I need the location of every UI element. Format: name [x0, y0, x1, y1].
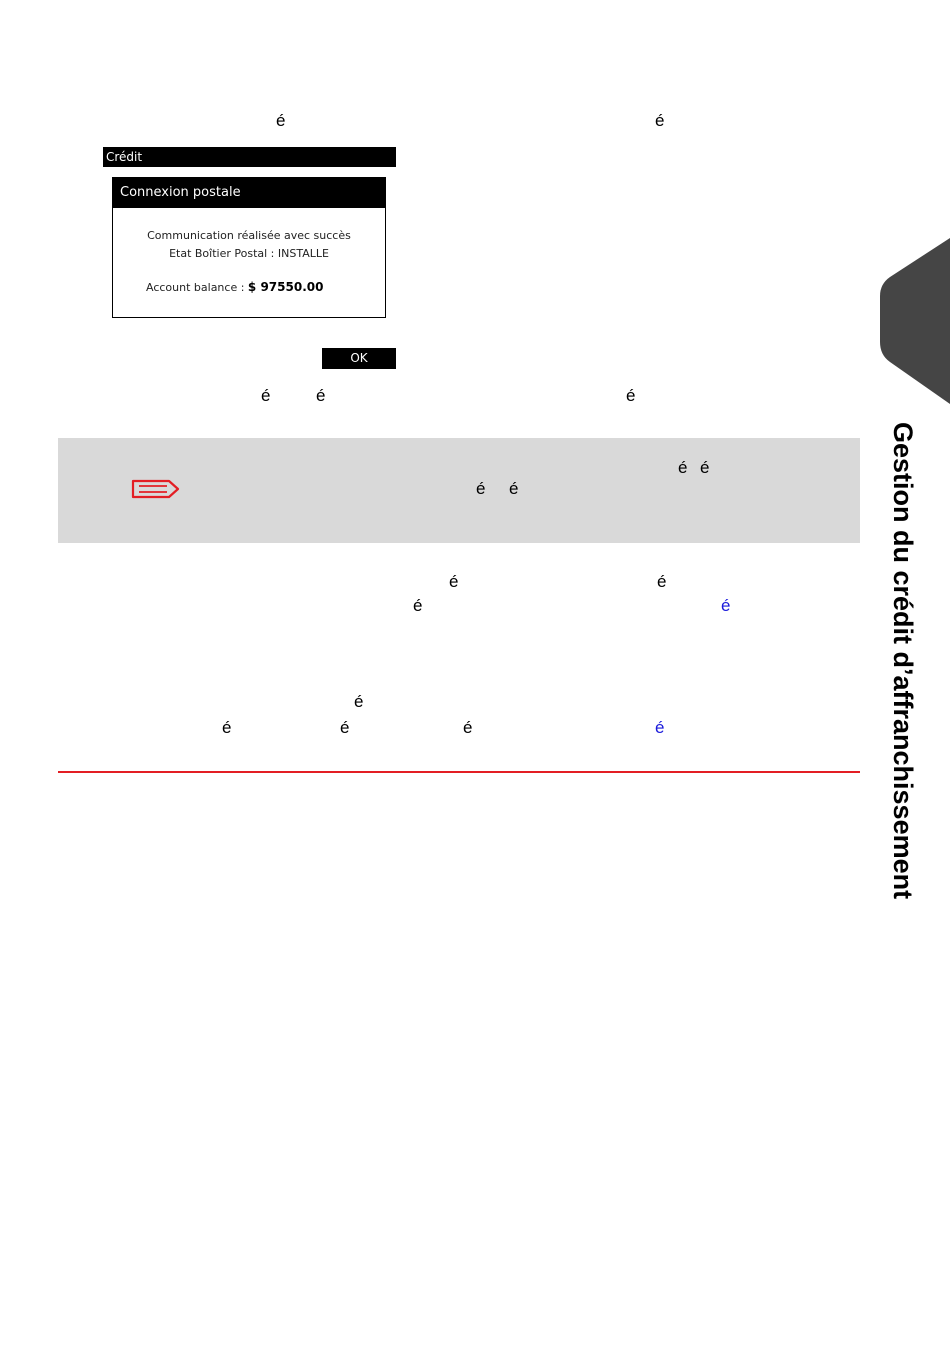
chapter-tab [880, 238, 950, 404]
dialog-title: Connexion postale [113, 178, 385, 208]
postal-connection-dialog [112, 177, 386, 318]
dialog-message-line2: Etat Boîtier Postal : INSTALLE [169, 247, 329, 260]
text-fragment: é [678, 458, 688, 477]
section-divider [58, 771, 860, 773]
text-fragment: é [476, 479, 486, 498]
ok-button[interactable]: OK [322, 348, 396, 369]
credit-screen-screenshot [103, 147, 396, 371]
pencil-note-icon [131, 478, 181, 500]
note-box [58, 438, 860, 543]
text-fragment: é [316, 386, 326, 405]
text-fragment: é [509, 479, 519, 498]
text-fragment: é [700, 458, 710, 477]
text-fragment: é [340, 718, 350, 737]
text-fragment: é [463, 718, 473, 737]
balance-label: Account balance : [146, 281, 245, 294]
text-fragment: é [657, 572, 667, 591]
text-fragment: é [626, 386, 636, 405]
balance-value: $ 97550.00 [247, 280, 324, 294]
text-fragment: é [222, 718, 232, 737]
text-fragment: é [354, 692, 364, 711]
text-fragment: é [276, 111, 286, 130]
account-balance [146, 280, 323, 294]
dialog-message-line1: Communication réalisée avec succès [147, 229, 351, 242]
text-fragment: é [449, 572, 459, 591]
chapter-title: Gestion du crédit d’affranchissement [888, 422, 918, 900]
screen-title: Crédit [103, 147, 396, 167]
text-fragment: é [655, 111, 665, 130]
text-fragment: é [261, 386, 271, 405]
text-fragment: é [413, 596, 423, 615]
cross-reference-link[interactable]: é [721, 596, 731, 615]
cross-reference-link[interactable]: é [655, 718, 665, 737]
